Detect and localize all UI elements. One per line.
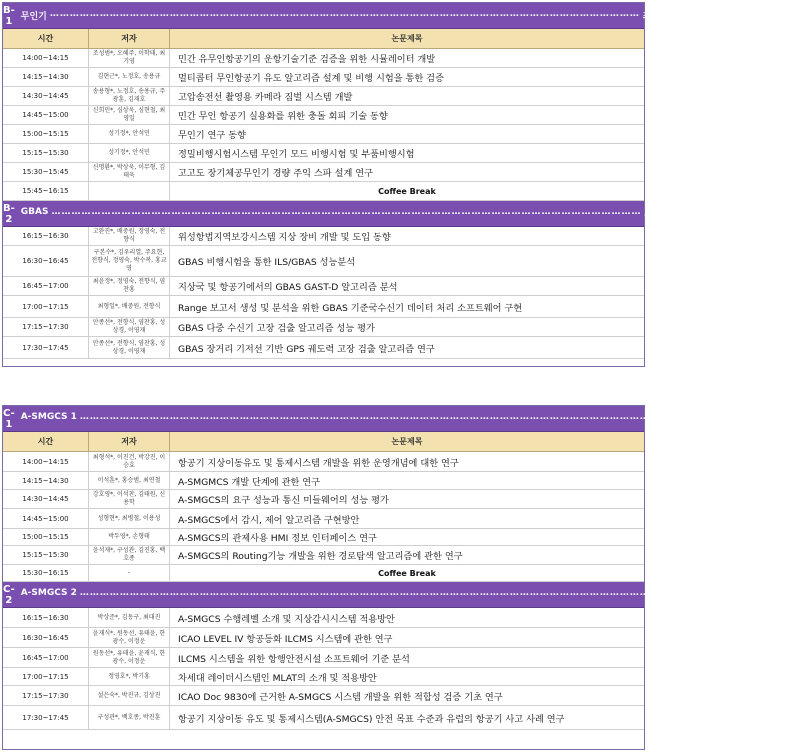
paper-title-cell: A-SMGCS 수행레벨 소개 및 지상감시시스템 적용방안 bbox=[178, 613, 395, 625]
authors-cell: 성기정*, 안석민 bbox=[89, 144, 170, 162]
authors-cell: 성기정*, 안석민 bbox=[89, 125, 170, 143]
session-rows-b2 bbox=[3, 227, 644, 359]
session-chair: 좌장 : 백호종/한국항공대학교 bbox=[672, 415, 791, 425]
paper-title-cell: ICAO Doc 9830에 근거한 A-SMGCS 시스템 개발을 위한 적합성 검증 기초 연구 bbox=[178, 691, 503, 703]
authors-cell: 원동선*, 유태윤, 윤재식, 한광수, 이정운 bbox=[89, 648, 170, 667]
table-row bbox=[3, 227, 644, 246]
authors-cell: 박상준*, 김동구, 최대진 bbox=[89, 608, 170, 627]
authors-cell: 고완진*, 배중원, 정영숙, 전향식 bbox=[89, 227, 170, 245]
authors-cell: 윤재식*, 원동선, 유태윤, 한광수, 이정운 bbox=[89, 628, 170, 647]
time-cell: 15:30~15:45 bbox=[3, 163, 89, 181]
paper-title-cell: GBAS 장거리 기저선 기반 GPS 궤도력 고장 검출 알고리즘 연구 bbox=[178, 343, 435, 355]
table-row bbox=[3, 490, 644, 509]
time-cell: 15:15~15:30 bbox=[3, 546, 89, 564]
paper-title-cell: 민간 유무인항공기의 운항기술기준 검증을 위한 시뮬레이터 개발 bbox=[178, 54, 436, 65]
session-chair: 좌장 : 구성관/한서대학교 bbox=[672, 591, 773, 601]
program-table-b bbox=[2, 2, 780, 367]
table-row bbox=[3, 318, 644, 337]
time-cell: 16:45~17:00 bbox=[3, 277, 89, 295]
paper-title-cell: 민간 무인 항공기 실용화를 위한 충돌 회피 기술 동향 bbox=[178, 111, 388, 122]
table-row bbox=[3, 546, 644, 565]
leader-dots: …………………………………………………………………………………………………………………………………………………………… bbox=[79, 588, 670, 598]
time-cell: 15:45~16:15 bbox=[3, 182, 89, 200]
table-row bbox=[3, 246, 644, 277]
column-time: 시간 bbox=[3, 29, 89, 48]
paper-title-cell: 고압송전선 촬영용 카메라 짐벌 시스템 개발 bbox=[178, 92, 353, 103]
time-cell: 17:30~17:45 bbox=[3, 337, 89, 358]
time-cell: 15:00~15:15 bbox=[3, 529, 89, 545]
paper-title-cell: ICAO LEVEL IV 항공등화 ILCMS 시스템에 관한 연구 bbox=[178, 633, 393, 645]
session-header-c1 bbox=[3, 406, 791, 432]
column-header bbox=[3, 29, 644, 49]
table-row bbox=[3, 472, 644, 490]
time-cell: 14:00~14:15 bbox=[3, 49, 89, 67]
authors-cell: 신명환*, 박상욱, 이무형, 김태욱 bbox=[89, 163, 170, 181]
paper-title-cell: 차세대 레이더시스템인 MLAT의 소개 및 적용방안 bbox=[178, 672, 377, 684]
authors-cell: 최형일*, 배중원, 전향식 bbox=[89, 296, 170, 317]
column-header bbox=[3, 432, 644, 452]
authors-cell: 강호영*, 이석찬, 김태원, 신용학 bbox=[89, 490, 170, 508]
table-row bbox=[3, 49, 644, 68]
paper-title-cell: 멀티콥터 무인항공기 유도 알고리즘 설계 및 비행 시험을 통한 검증 bbox=[178, 73, 444, 84]
authors-cell: 박두영*, 손형태 bbox=[89, 529, 170, 545]
table-row bbox=[3, 608, 644, 628]
time-cell: 17:00~17:15 bbox=[3, 668, 89, 685]
authors-cell: 신희민*, 심상욱, 심현철, 최영일 bbox=[89, 106, 170, 124]
session-code: B-2 bbox=[3, 202, 15, 225]
leader-dots: …………………………………………………………………………………………………………………………………………………………… bbox=[49, 9, 640, 19]
authors-cell: 최윤정*, 정영숙, 전향식, 염찬홍 bbox=[89, 277, 170, 295]
table-row bbox=[3, 452, 644, 472]
authors-cell: 조성범*, 오혜주, 이학태, 최기영 bbox=[89, 49, 170, 67]
paper-title-cell: GBAS 비행시험을 통한 ILS/GBAS 성능분석 bbox=[178, 257, 356, 268]
time-cell: 16:15~16:30 bbox=[3, 608, 89, 627]
time-cell: 17:30~17:45 bbox=[3, 706, 89, 729]
session-header-b1 bbox=[3, 3, 778, 29]
time-cell: 14:15~14:30 bbox=[3, 472, 89, 489]
paper-title-cell: Range 보고서 생성 및 분석을 위한 GBAS 기준국수신기 데이터 처리 소프트웨어 구현 bbox=[178, 302, 523, 314]
table-row bbox=[3, 277, 644, 296]
paper-title-cell: A-SMGMCS 개발 단계에 관한 연구 bbox=[178, 476, 321, 488]
time-cell: 16:30~16:45 bbox=[3, 628, 89, 647]
session-name: GBAS bbox=[20, 207, 49, 217]
time-cell: 14:45~15:00 bbox=[3, 509, 89, 528]
table-row bbox=[3, 509, 644, 529]
table-row bbox=[3, 144, 644, 163]
table-row bbox=[3, 706, 644, 730]
leader-dots: …………………………………………………………………………………………………………………………………………………………… bbox=[79, 412, 670, 422]
paper-title-cell: A-SMGCS의 관제사용 HMI 정보 인터페이스 연구 bbox=[178, 533, 377, 544]
column-title: 논문제목 bbox=[391, 437, 423, 446]
time-cell: 16:30~16:45 bbox=[3, 246, 89, 276]
table-row bbox=[3, 87, 644, 106]
authors-cell: 안종선*, 전향식, 염찬홍, 성상경, 이영재 bbox=[89, 318, 170, 336]
session-chair: 좌장 : 구삼옥/한국항공우주연구원 bbox=[642, 12, 778, 22]
paper-title-cell: A-SMGCS의 Routing기능 개발을 위한 경로탐색 알고리즘에 관한 연구 bbox=[178, 551, 463, 562]
paper-title-cell: 고고도 장기체공무인기 경량 주익 스파 설계 연구 bbox=[178, 168, 374, 179]
time-cell: 14:30~14:45 bbox=[3, 87, 89, 105]
session-chair: 좌장 : 전향식/한국항공우주연구원 bbox=[644, 210, 780, 220]
column-time: 시간 bbox=[3, 432, 89, 451]
time-cell: 16:15~16:30 bbox=[3, 227, 89, 245]
session-rows-b1 bbox=[3, 49, 644, 201]
session-header-b2 bbox=[3, 201, 780, 227]
authors-cell: 설은숙*, 박진규, 김상진 bbox=[89, 686, 170, 705]
time-cell: 14:30~14:45 bbox=[3, 490, 89, 508]
time-cell: 14:00~14:15 bbox=[3, 452, 89, 471]
table-row bbox=[3, 68, 644, 87]
time-cell: 14:45~15:00 bbox=[3, 106, 89, 124]
table-row bbox=[3, 337, 644, 359]
coffee-break-row bbox=[3, 565, 644, 582]
session-rows-c2 bbox=[3, 608, 644, 730]
time-cell: 15:00~15:15 bbox=[3, 125, 89, 143]
authors-cell: 이석훈*, 홍승범, 최연철 bbox=[89, 472, 170, 489]
paper-title-cell: 무인기 연구 동향 bbox=[178, 130, 246, 141]
leader-dots: …………………………………………………………………………………………………………………………………………………………… bbox=[51, 207, 642, 217]
break-label: Coffee Break bbox=[378, 186, 436, 196]
authors-cell bbox=[89, 182, 170, 200]
time-cell: 15:15~15:30 bbox=[3, 144, 89, 162]
session-code: C-1 bbox=[3, 407, 15, 430]
session-code: C-2 bbox=[3, 583, 15, 606]
paper-title-cell: 정밀비행시험시스템 무인기 모드 비행시험 및 부품비행시험 bbox=[178, 149, 415, 160]
paper-title-cell: 지상국 및 항공기에서의 GBAS GAST-D 알고리즘 분석 bbox=[178, 282, 398, 293]
time-cell: 14:15~14:30 bbox=[3, 68, 89, 86]
table-row bbox=[3, 628, 644, 648]
column-authors: 저자 bbox=[89, 432, 170, 451]
paper-title-cell: A-SMGCS에서 감시, 제어 알고리즘 구현방안 bbox=[178, 514, 360, 526]
session-name: A-SMGCS 2 bbox=[20, 588, 77, 598]
table-row bbox=[3, 686, 644, 706]
authors-cell: 윤석재*, 구성관, 김진홍, 백호종 bbox=[89, 546, 170, 564]
paper-title-cell: 항공기 지상이동유도 및 통제시스템 개발을 위한 운영개념에 대한 연구 bbox=[178, 457, 459, 469]
authors-cell: 최형석*, 이진건, 박강진, 이승효 bbox=[89, 452, 170, 471]
authors-cell: - bbox=[89, 565, 170, 581]
program-table-c bbox=[2, 405, 791, 750]
table-row bbox=[3, 106, 644, 125]
paper-title-cell: A-SMGCS의 요구 성능과 통신 미들웨어의 성능 평가 bbox=[178, 495, 389, 506]
time-cell: 15:30~16:15 bbox=[3, 565, 89, 581]
session-code: B-1 bbox=[3, 4, 15, 27]
authors-cell: 구성관*, 백호종, 박진훈 bbox=[89, 706, 170, 729]
session-name: 무인기 bbox=[20, 12, 47, 22]
session-name: A-SMGCS 1 bbox=[20, 412, 77, 422]
column-title: 논문제목 bbox=[391, 34, 423, 43]
paper-title-cell: 위성항법지역보강시스템 지상 장비 개발 및 도입 동향 bbox=[178, 232, 391, 243]
table-row bbox=[3, 296, 644, 318]
table-row bbox=[3, 163, 644, 182]
session-rows-c1 bbox=[3, 452, 644, 582]
authors-cell: 김현근*, 노정호, 송용규 bbox=[89, 68, 170, 86]
table-row bbox=[3, 529, 644, 546]
column-authors: 저자 bbox=[89, 29, 170, 48]
authors-cell: 안종선*, 전향식, 염찬홍, 성상경, 이영재 bbox=[89, 337, 170, 358]
time-cell: 17:15~17:30 bbox=[3, 318, 89, 336]
authors-cell: 성형현*, 최병철, 이용성 bbox=[89, 509, 170, 528]
coffee-break-row bbox=[3, 182, 644, 201]
paper-title-cell: ILCMS 시스템을 위한 항행안전시설 소프트웨어 기준 분석 bbox=[178, 653, 410, 665]
authors-cell: 송용형*, 노정호, 송용규, 주광훈, 김재호 bbox=[89, 87, 170, 105]
break-label: Coffee Break bbox=[378, 568, 436, 578]
paper-title-cell: 항공기 지상이동 유도 및 통제시스템(A-SMGCS) 안전 목표 수준과 유럽의 항공기 사고 사례 연구 bbox=[178, 713, 565, 725]
time-cell: 17:00~17:15 bbox=[3, 296, 89, 317]
time-cell: 17:15~17:30 bbox=[3, 686, 89, 705]
authors-cell: 정영호*, 박기홍 bbox=[89, 668, 170, 685]
authors-cell: 구본수*, 김우리열, 주요현, 전향식, 정영숙, 박수복, 홍교영 bbox=[89, 246, 170, 276]
table-row bbox=[3, 648, 644, 668]
time-cell: 16:45~17:00 bbox=[3, 648, 89, 667]
session-header-c2 bbox=[3, 582, 773, 608]
table-row bbox=[3, 125, 644, 144]
paper-title-cell: GBAS 다중 수신기 고장 검출 알고리즘 성능 평가 bbox=[178, 323, 375, 334]
table-row bbox=[3, 668, 644, 686]
